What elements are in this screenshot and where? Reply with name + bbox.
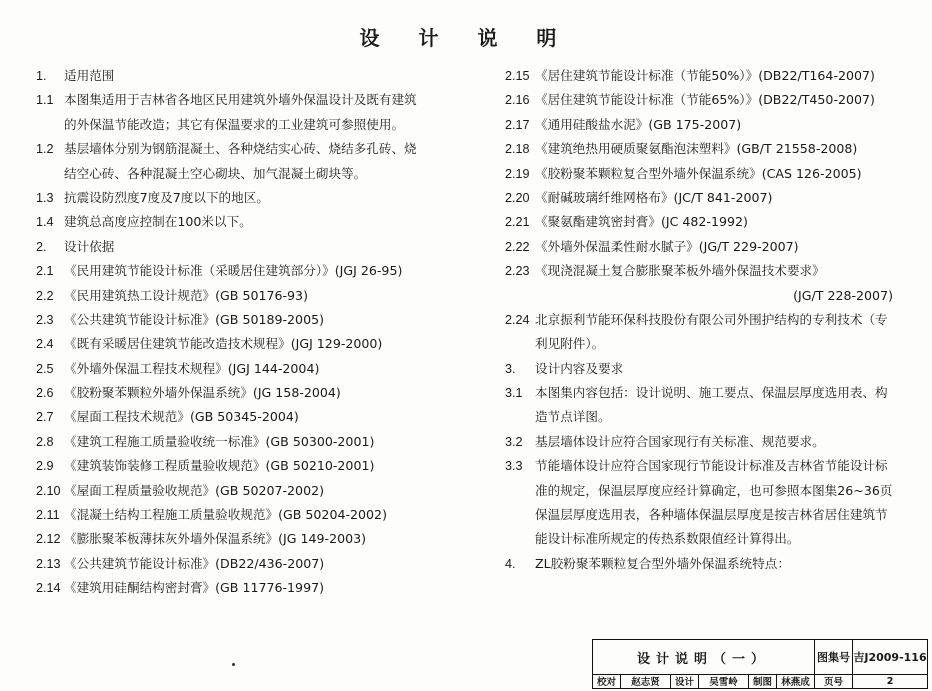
title-block (592, 639, 928, 689)
clause-number: 2.14 (36, 581, 61, 596)
clause-text: 能设计标准所规定的传热系数限值经计算得出。 (535, 531, 800, 547)
text-line (505, 503, 925, 527)
clause-number: 2.11 (36, 508, 60, 523)
clause-text: 《通用硅酸盐水泥》(GB 175-2007) (535, 116, 742, 132)
text-line (36, 210, 484, 234)
designer-label: 设计 (671, 674, 699, 688)
text-line (36, 381, 484, 405)
clause-text: 《建筑用硅酮结构密封膏》(GB 11776-1997) (64, 580, 325, 596)
clause-number: 2.6 (36, 386, 54, 401)
clause-text: 《屋面工程质量验收规范》(GB 50207-2002) (64, 482, 325, 498)
page-number: 2 (886, 675, 894, 687)
text-line (505, 186, 925, 210)
clause-number: 2.23 (505, 264, 530, 279)
clause-number: 3.3 (505, 459, 523, 474)
text-line (36, 308, 484, 332)
clause-text: ZL胶粉聚苯颗粒复合型外墙外保温系统特点： (535, 555, 790, 571)
drafter-name: 林燕成 (777, 674, 815, 688)
clause-text: 《民用建筑热工设计规范》(GB 50176-93) (64, 287, 308, 303)
text-line (505, 284, 925, 308)
text-line (36, 64, 484, 88)
clause-number: 2.20 (505, 190, 530, 205)
drafter-label: 制图 (749, 674, 777, 688)
text-line (505, 235, 925, 259)
title-block-row-1 (593, 640, 927, 675)
designer-name: 吴雪岭 (699, 674, 749, 688)
clause-number: 2.9 (36, 459, 54, 474)
text-line (505, 454, 925, 478)
clause-text: 的外保温节能改造；其它有保温要求的工业建筑可参照使用。 (64, 116, 405, 132)
clause-number: 2.8 (36, 434, 54, 449)
clause-text: 结空心砖、各种混凝土空心砌块、加气混凝土砌块等。 (64, 165, 367, 181)
text-line (36, 88, 484, 112)
clause-number: 2.13 (36, 556, 61, 571)
clause-number: 2.10 (36, 483, 61, 498)
clause-text: 《公共建筑节能设计标准》(GB 50189-2005) (64, 311, 325, 327)
clause-text: 《聚氨酯建筑密封膏》(JC 482-1992) (535, 214, 748, 230)
clause-number: 1.1 (36, 93, 54, 108)
clause-number: 2.4 (36, 337, 54, 352)
clause-number: 2.18 (505, 142, 530, 157)
clause-text: 基层墙体设计应符合国家现行有关标准、规范要求。 (535, 433, 825, 449)
clause-text: 《混凝土结构工程施工质量验收规范》(GB 50204-2002) (64, 507, 387, 523)
clause-text: 本图集内容包括：设计说明、施工要点、保温层厚度选用表、构 (535, 385, 888, 401)
text-line (505, 479, 925, 503)
clause-number: 1. (36, 69, 47, 83)
atlas-number: 吉J2009-116 (853, 651, 927, 664)
text-line (505, 405, 925, 429)
clause-text: 《胶粉聚苯颗粒复合型外墙外保温系统》(CAS 126-2005) (535, 165, 862, 181)
page-title: 设 计 说 明 (359, 26, 573, 50)
text-line (36, 479, 484, 503)
clause-text: 《建筑装饰装修工程质量验收规范》(GB 50210-2001) (64, 458, 375, 474)
clause-text: 利见附件）。 (535, 336, 605, 352)
text-line (36, 430, 484, 454)
clause-text: 节能墙体设计应符合国家现行节能设计标准及吉林省节能设计标 (535, 458, 888, 474)
clause-text: (JG/T 228-2007) (793, 287, 893, 303)
clause-text: 《膨胀聚苯板薄抹灰外墙外保温系统》(JG 149-2003) (64, 531, 367, 547)
clause-text: 《外墙外保温工程技术规程》(JGJ 144-2004) (64, 360, 320, 376)
text-line (505, 332, 925, 356)
text-line (36, 186, 484, 210)
clause-text: 《既有采暖居住建筑节能改造技术规程》(JGJ 129-2000) (64, 336, 383, 352)
text-line (36, 503, 484, 527)
text-line (36, 552, 484, 576)
clause-text: 建筑总高度应控制在100米以下。 (64, 214, 252, 230)
clause-number: 2.7 (36, 410, 54, 425)
clause-text: 造节点详图。 (535, 409, 611, 425)
text-line (36, 332, 484, 356)
text-line (36, 259, 484, 283)
text-line (505, 113, 925, 137)
clause-number: 2.3 (36, 312, 54, 327)
title-block-row-2 (593, 674, 927, 688)
clause-number: 2.19 (505, 166, 530, 181)
clause-number: 2.21 (505, 215, 530, 230)
text-line (505, 137, 925, 161)
clause-number: 2.22 (505, 239, 530, 254)
text-line (505, 210, 925, 234)
clause-number: 3. (505, 361, 516, 376)
clause-text: 《胶粉聚苯颗粒外墙外保温系统》(JG 158-2004) (64, 385, 341, 401)
clause-text: 《建筑绝热用硬质聚氨酯泡沫塑料》(GB/T 21558-2008) (535, 141, 858, 157)
text-line (36, 527, 484, 551)
clause-text: 基层墙体分别为钢筋混凝土、各种烧结实心砖、烧结多孔砖、烧 (64, 141, 417, 157)
sheet-title: 设计说明（一） (593, 640, 815, 674)
text-line (36, 357, 484, 381)
clause-number: 2.24 (505, 312, 530, 327)
text-line (505, 308, 925, 332)
clause-number: 2.15 (505, 69, 530, 83)
clause-text: 《屋面工程技术规范》(GB 50345-2004) (64, 409, 299, 425)
clause-text: 准的规定，保温层厚度应经计算确定，也可参照本图集26~36页 (535, 482, 893, 498)
clause-number: 2.5 (36, 361, 54, 376)
clause-text: 保温层厚度选用表，各种墙体保温层厚度是按吉林省居住建筑节 (535, 507, 888, 523)
clause-text: 设计依据 (64, 238, 115, 254)
clause-number: 4. (505, 556, 516, 571)
clause-number: 2.1 (36, 264, 54, 279)
text-line (505, 162, 925, 186)
clause-text: 北京振利节能环保科技股份有限公司外围护结构的专利技术（专 (535, 311, 888, 327)
scan-speck (232, 663, 235, 666)
clause-text: 《公共建筑节能设计标准》(DB22/436-2007) (64, 555, 325, 571)
text-line (505, 552, 925, 576)
clause-text: 抗震设防烈度7度及7度以下的地区。 (64, 189, 269, 205)
text-line (505, 527, 925, 551)
text-line (505, 357, 925, 381)
clause-number: 2.17 (505, 117, 530, 132)
text-line (36, 405, 484, 429)
text-line (505, 430, 925, 454)
clause-number: 2. (36, 239, 47, 254)
clause-number: 2.2 (36, 288, 54, 303)
text-line (36, 137, 484, 161)
clause-number: 2.12 (36, 532, 61, 547)
clause-number: 2.16 (505, 93, 530, 108)
text-line (505, 88, 925, 112)
clause-text: 设计内容及要求 (535, 360, 624, 376)
clause-text: 《民用建筑节能设计标准（采暖居住建筑部分）》(JGJ 26-95) (64, 263, 403, 279)
clause-number: 1.3 (36, 190, 54, 205)
checker-label: 校对 (593, 674, 621, 688)
clause-text: 本图集适用于吉林省各地区民用建筑外墙外保温设计及既有建筑 (64, 92, 417, 108)
text-line (36, 113, 484, 137)
clause-number: 1.4 (36, 215, 54, 230)
right-column (505, 64, 925, 576)
text-line (505, 259, 925, 283)
text-line (505, 64, 925, 88)
clause-number: 1.2 (36, 142, 54, 157)
clause-text: 《耐碱玻璃纤维网格布》(JC/T 841-2007) (535, 189, 773, 205)
left-column (36, 64, 484, 601)
clause-text: 《居住建筑节能设计标准（节能50%）》(DB22/T164-2007) (535, 68, 875, 83)
text-line (36, 284, 484, 308)
clause-text: 《外墙外保温柔性耐水腻子》(JG/T 229-2007) (535, 238, 799, 254)
clause-text: 《现浇混凝土复合膨胀聚苯板外墙外保温技术要求》 (535, 263, 825, 279)
clause-number: 3.1 (505, 386, 523, 401)
text-line (36, 162, 484, 186)
text-line (36, 576, 484, 600)
clause-text: 适用范围 (64, 68, 115, 83)
clause-text: 《居住建筑节能设计标准（节能65%）》(DB22/T450-2007) (535, 92, 875, 108)
text-line (36, 235, 484, 259)
clause-text: 《建筑工程施工质量验收统一标准》(GB 50300-2001) (64, 433, 375, 449)
clause-number: 3.2 (505, 434, 523, 449)
text-line (36, 454, 484, 478)
text-line (505, 381, 925, 405)
atlas-number-label: 图集号 (815, 640, 853, 674)
checker-name: 赵志贤 (621, 674, 671, 688)
page-number-label: 页号 (815, 674, 853, 688)
